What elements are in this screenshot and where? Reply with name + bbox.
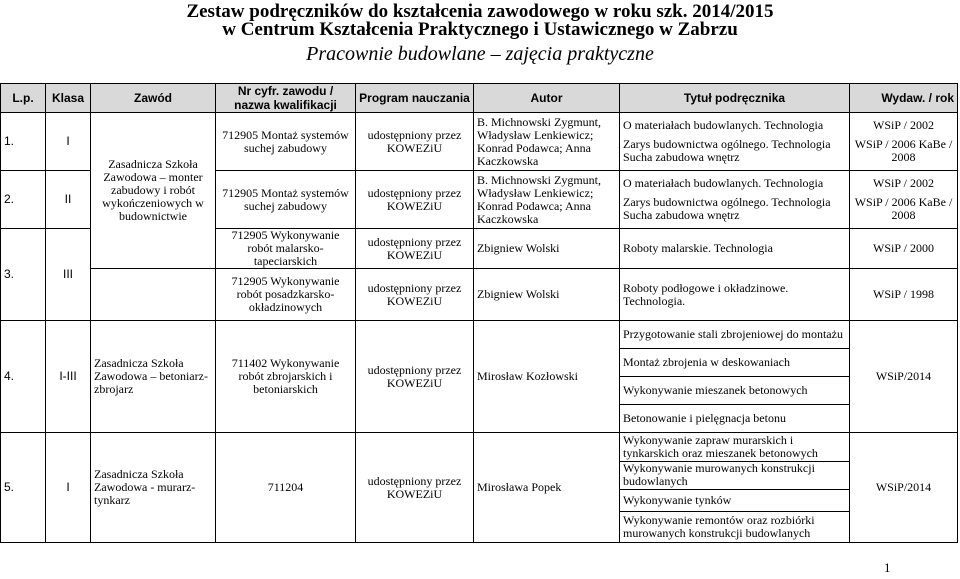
- cell-tytul: Roboty podłogowe i okładzinowe. Technologia.: [620, 269, 850, 321]
- header-autor: Autor: [474, 84, 620, 113]
- cell-tytul: [620, 171, 850, 229]
- cell-lp: 4.: [1, 321, 46, 433]
- cell-wydaw: [850, 171, 958, 229]
- tytul-line: Wykonywanie murowanych konstrukcji budowlanych: [620, 462, 849, 490]
- page-number: 1: [884, 560, 891, 575]
- cell-program: udostępniony przez KOWEZiU: [356, 171, 474, 229]
- header-tytul: Tytuł podręcznika: [620, 84, 850, 113]
- cell-program: udostępniony przez KOWEZiU: [356, 229, 474, 269]
- tytul-line: Przygotowanie stali zbrojeniowej do montażu: [620, 321, 849, 349]
- table-row: [1, 269, 958, 321]
- tytul-line: Wykonywanie tynków: [620, 490, 849, 512]
- table-row: [1, 113, 958, 171]
- header-lp: L.p.: [1, 84, 46, 113]
- tytul-line: Betonowanie i pielęgnacja betonu: [623, 411, 786, 425]
- document-title-line1: Zestaw podręczników do kształcenia zawodowego w roku szk. 2014/2015: [186, 1, 774, 22]
- cell-tytul: Roboty malarskie. Technologia: [620, 229, 850, 269]
- cell-nr: 712905 Wykonywanie robót posadzkarsko-okładzinowych: [216, 269, 356, 321]
- cell-klasa: I: [46, 433, 91, 543]
- wydaw-line: WSiP / 2006 KaBe / 2008: [854, 137, 953, 164]
- autor-line: B. Michnowski Zygmunt, Władysław Lenkiewicz;: [477, 114, 602, 142]
- cell-wydaw: WSiP / 2000: [850, 229, 958, 269]
- cell-autor: [474, 113, 620, 171]
- document-title-line2: w Centrum Kształcenia Praktycznego i Ustawicznego w Zabrzu: [222, 19, 738, 40]
- table-header-row: [1, 84, 958, 113]
- cell-wydaw: WSiP/2014: [850, 433, 958, 543]
- tytul-line: Wykonywanie zapraw murarskich i tynkarskich oraz mieszanek betonowych: [620, 434, 849, 462]
- document-subtitle: Pracownie budowlane – zajęcia praktyczne: [306, 43, 654, 65]
- tytul-line: Zarys budownictwa ogólnego. Technologia Sucha zabudowa wnętrz: [623, 195, 831, 222]
- autor-line: Konrad Podawca; Anna Kaczkowska: [477, 140, 591, 168]
- cell-klasa: I: [46, 113, 91, 171]
- cell-klasa: I-III: [46, 321, 91, 433]
- tytul-line: O materiałach budowlanych. Technologia: [623, 118, 824, 132]
- autor-line: B. Michnowski Zygmunt, Władysław Lenkiewicz;: [477, 172, 602, 200]
- cell-wydaw: WSiP/2014: [850, 321, 958, 433]
- cell-tytul: [620, 321, 850, 433]
- header-klasa: Klasa: [46, 84, 91, 113]
- tytul-line: O materiałach budowlanych. Technologia: [623, 176, 824, 190]
- cell-wydaw: [850, 113, 958, 171]
- tytul-line: Wykonywanie mieszanek betonowych: [620, 377, 849, 405]
- cell-program: udostępniony przez KOWEZiU: [356, 269, 474, 321]
- cell-program: udostępniony przez KOWEZiU: [356, 113, 474, 171]
- cell-zawod: Zasadnicza Szkoła Zawodowa - murarz-tynkarz: [91, 433, 216, 543]
- cell-program: udostępniony przez KOWEZiU: [356, 321, 474, 433]
- cell-klasa: III: [46, 229, 91, 321]
- table-row: [1, 433, 958, 543]
- wydaw-line: WSiP / 2002: [873, 176, 934, 190]
- cell-lp: 2.: [1, 171, 46, 229]
- cell-nr: 711204: [216, 433, 356, 543]
- cell-autor: Zbigniew Wolski: [474, 269, 620, 321]
- cell-autor: Mirosław Kozłowski: [474, 321, 620, 433]
- header-nr: Nr cyfr. zawodu / nazwa kwalifikacji: [216, 84, 356, 113]
- tytul-line: Wykonywanie remontów oraz rozbiórki murowanych konstrukcji budowlanych: [623, 512, 815, 540]
- cell-zawod: Zasadnicza Szkoła Zawodowa – betoniarz-zbrojarz: [91, 321, 216, 433]
- cell-program: udostępniony przez KOWEZiU: [356, 433, 474, 543]
- cell-nr: 712905 Wykonywanie robót malarsko-tapeciarskich: [216, 229, 356, 269]
- cell-zawod-empty: [91, 269, 216, 321]
- tytul-line: Montaż zbrojenia w deskowaniach: [620, 349, 849, 377]
- cell-nr: 712905 Montaż systemów suchej zabudowy: [216, 113, 356, 171]
- header-zawod: Zawód: [91, 84, 216, 113]
- cell-autor: Zbigniew Wolski: [474, 229, 620, 269]
- textbook-table: [0, 83, 958, 543]
- header-wydaw: Wydaw. / rok: [850, 84, 958, 113]
- autor-line: Konrad Podawca; Anna Kaczkowska: [477, 198, 591, 226]
- cell-nr: 712905 Montaż systemów suchej zabudowy: [216, 171, 356, 229]
- cell-klasa: II: [46, 171, 91, 229]
- cell-lp: 3.: [1, 229, 46, 321]
- wydaw-line: WSiP / 2006 KaBe / 2008: [854, 195, 953, 222]
- cell-tytul: [620, 113, 850, 171]
- cell-lp: 5.: [1, 433, 46, 543]
- tytul-line: Zarys budownictwa ogólnego. Technologia Sucha zabudowa wnętrz: [623, 137, 831, 164]
- cell-zawod: Zasadnicza Szkoła Zawodowa – monter zabudowy i robót wykończeniowych w budownictwie: [91, 113, 216, 269]
- cell-autor: [474, 171, 620, 229]
- wydaw-line: WSiP / 2002: [873, 118, 934, 132]
- cell-autor: Mirosława Popek: [474, 433, 620, 543]
- header-program: Program nauczania: [356, 84, 474, 113]
- table-row: [1, 321, 958, 433]
- cell-wydaw: WSiP / 1998: [850, 269, 958, 321]
- cell-tytul: [620, 433, 850, 543]
- cell-nr: 711402 Wykonywanie robót zbrojarskich i betoniarskich: [216, 321, 356, 433]
- cell-lp: 1.: [1, 113, 46, 171]
